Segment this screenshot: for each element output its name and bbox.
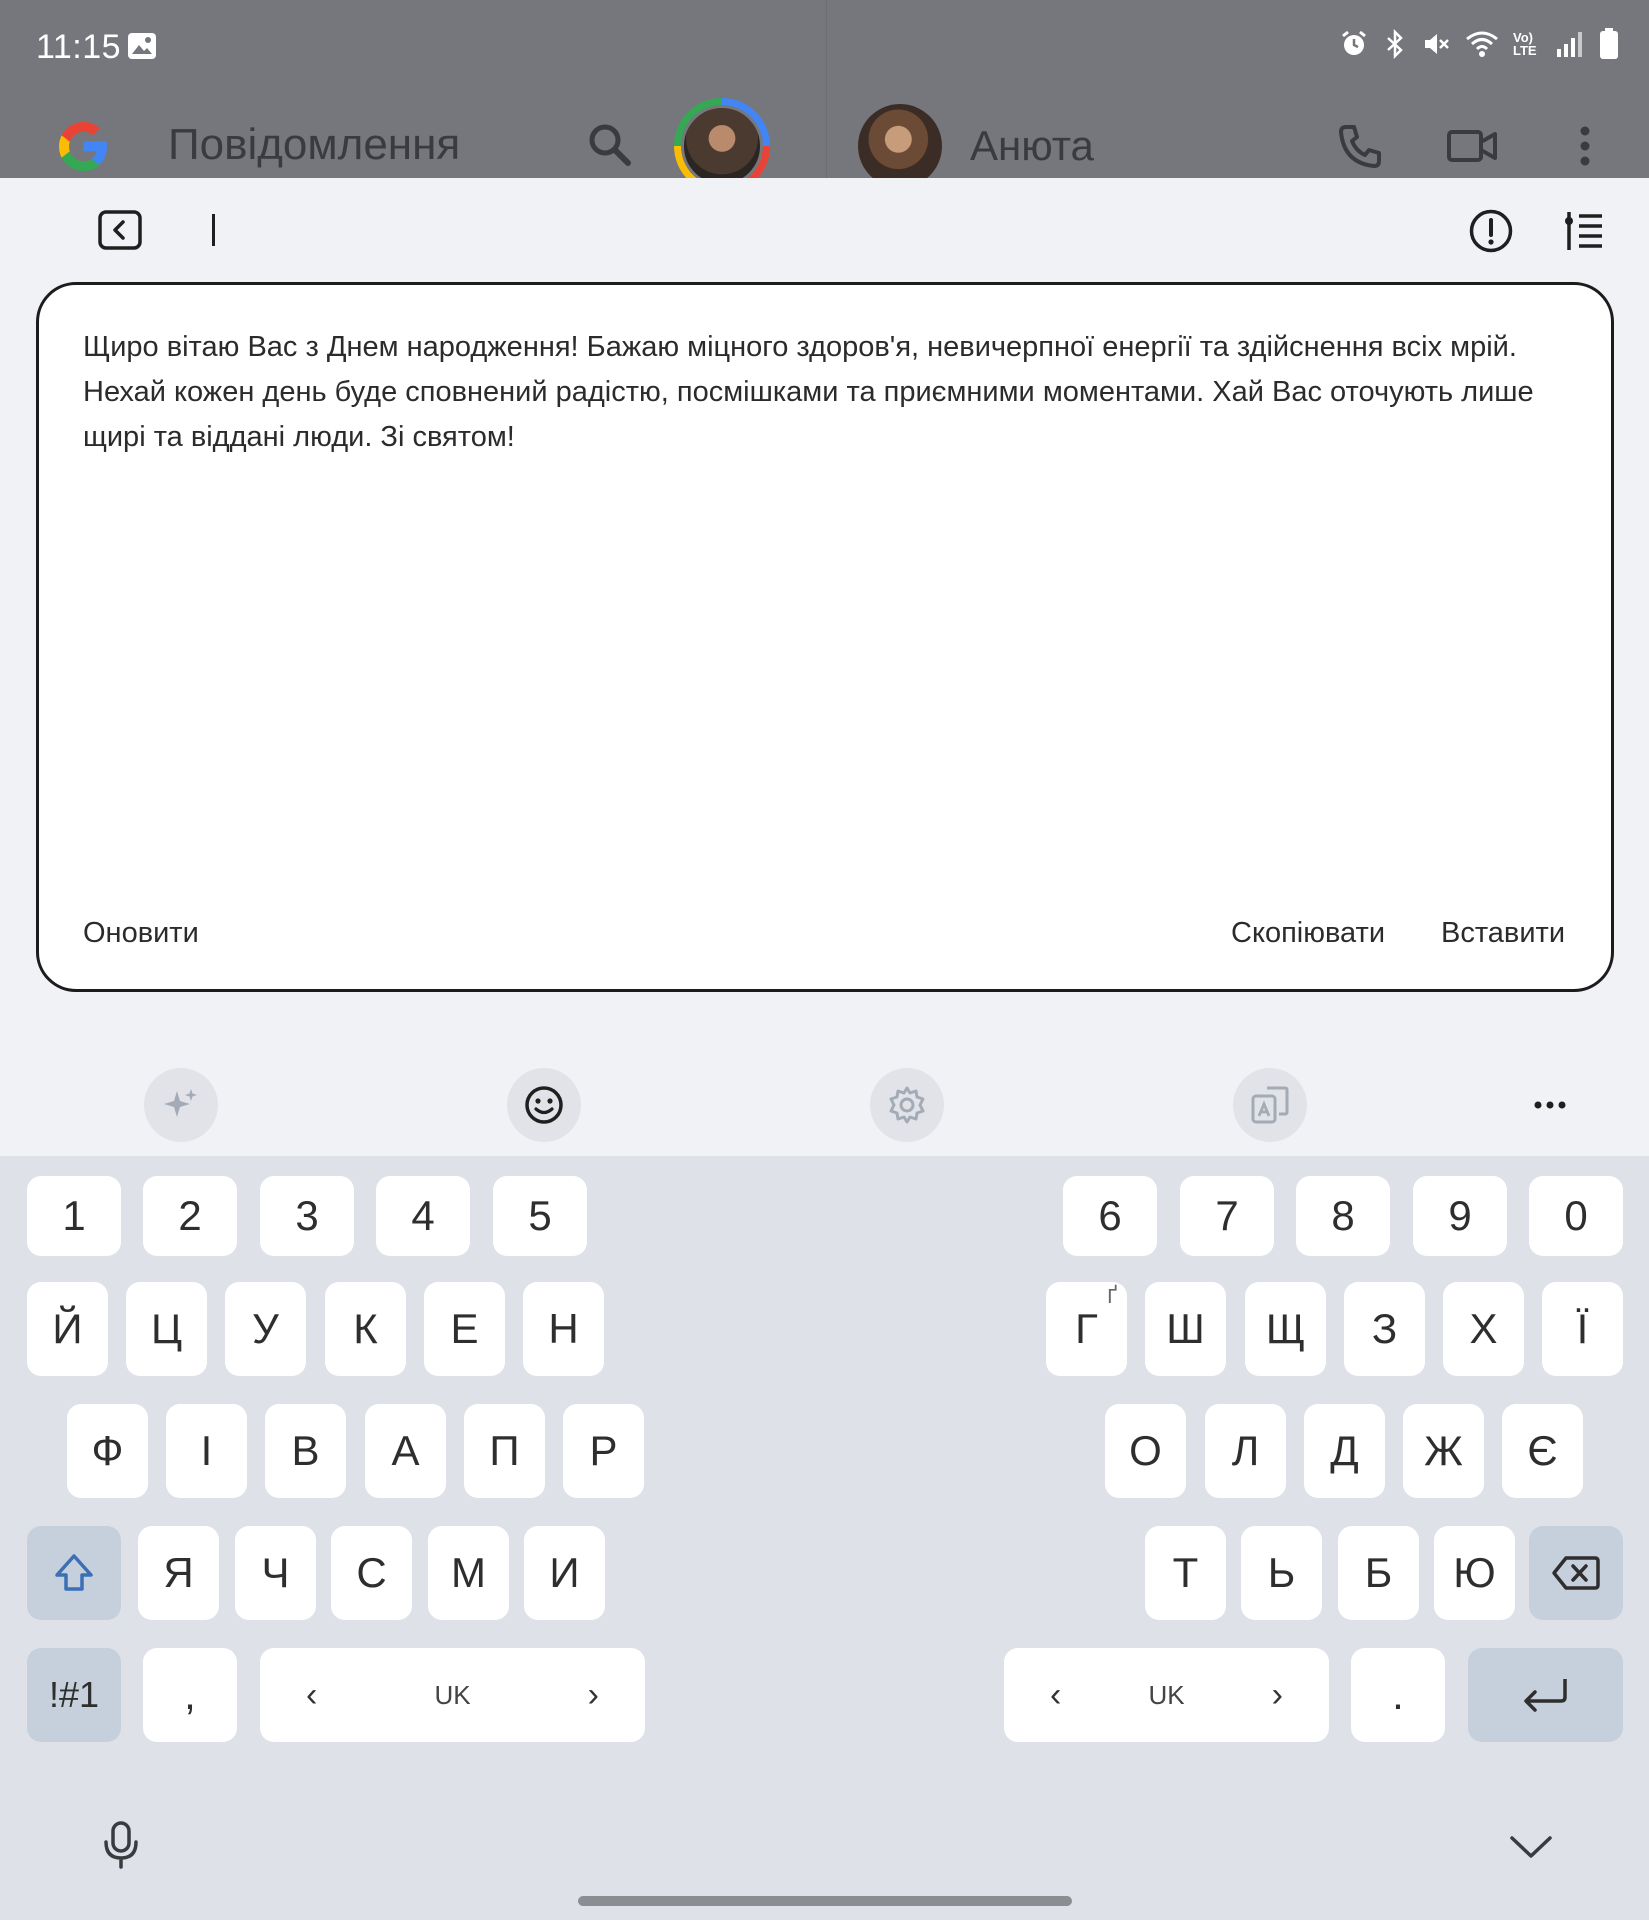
key-letter[interactable]: Й bbox=[27, 1282, 108, 1376]
translate-icon bbox=[1249, 1084, 1291, 1126]
key-2[interactable]: 2 bbox=[143, 1176, 237, 1256]
key-letter[interactable]: Ь bbox=[1241, 1526, 1322, 1620]
key-letter[interactable]: К bbox=[325, 1282, 406, 1376]
app-title: Повідомлення bbox=[168, 120, 461, 169]
key-letter[interactable]: Я bbox=[138, 1526, 219, 1620]
key-4[interactable]: 4 bbox=[376, 1176, 470, 1256]
key-6[interactable]: 6 bbox=[1063, 1176, 1157, 1256]
video-icon[interactable] bbox=[1446, 124, 1498, 168]
key-letter[interactable]: Н bbox=[523, 1282, 604, 1376]
search-icon[interactable] bbox=[585, 120, 633, 168]
key-letter[interactable]: Р bbox=[563, 1404, 644, 1498]
volte-icon: Vo) LTE bbox=[1513, 30, 1537, 58]
key-1[interactable]: 1 bbox=[27, 1176, 121, 1256]
ai-sparkle-icon bbox=[161, 1085, 201, 1125]
key-letter[interactable]: Щ bbox=[1245, 1282, 1326, 1376]
space-key-right[interactable] bbox=[1004, 1648, 1329, 1742]
key-letter[interactable]: У bbox=[225, 1282, 306, 1376]
key-letter[interactable]: О bbox=[1105, 1404, 1186, 1498]
contact-name[interactable]: Анюта bbox=[970, 122, 1094, 169]
bluetooth-icon bbox=[1383, 29, 1407, 59]
insert-button[interactable]: Вставити bbox=[1441, 917, 1566, 949]
key-letter[interactable]: Л bbox=[1205, 1404, 1286, 1498]
keyboard-toolbar bbox=[0, 1036, 1649, 1156]
key-letter[interactable]: Ж bbox=[1403, 1404, 1484, 1498]
pane-divider bbox=[826, 0, 827, 178]
contact-avatar[interactable] bbox=[858, 104, 942, 188]
key-0[interactable]: 0 bbox=[1529, 1176, 1623, 1256]
account-avatar-photo bbox=[681, 105, 763, 187]
mute-icon bbox=[1421, 29, 1451, 59]
report-icon[interactable] bbox=[1468, 208, 1514, 254]
prompt-cursor[interactable] bbox=[212, 214, 215, 246]
battery-icon bbox=[1599, 28, 1619, 60]
shift-key[interactable] bbox=[27, 1526, 121, 1620]
key-letter-g[interactable] bbox=[1046, 1282, 1127, 1376]
key-letter[interactable]: Б bbox=[1338, 1526, 1419, 1620]
hide-keyboard-icon[interactable] bbox=[1508, 1832, 1554, 1862]
key-letter[interactable]: П bbox=[464, 1404, 545, 1498]
key-letter[interactable]: Д bbox=[1304, 1404, 1385, 1498]
backspace-icon bbox=[1551, 1554, 1601, 1592]
copy-button[interactable]: Скопіювати bbox=[1231, 917, 1386, 949]
key-letter[interactable]: І bbox=[166, 1404, 247, 1498]
key-letter[interactable]: Ф bbox=[67, 1404, 148, 1498]
more-vert-icon[interactable] bbox=[1570, 122, 1600, 170]
status-icons bbox=[1339, 28, 1619, 60]
settings-icon bbox=[886, 1084, 928, 1126]
key-letter[interactable]: С bbox=[331, 1526, 412, 1620]
key-letter[interactable]: Е bbox=[424, 1282, 505, 1376]
generated-text-card bbox=[36, 282, 1614, 992]
space-key-left[interactable] bbox=[260, 1648, 645, 1742]
phone-icon[interactable] bbox=[1336, 122, 1384, 170]
key-label: Г bbox=[1075, 1305, 1098, 1352]
key-7[interactable]: 7 bbox=[1180, 1176, 1274, 1256]
key-letter[interactable]: И bbox=[524, 1526, 605, 1620]
key-letter[interactable]: Ч bbox=[235, 1526, 316, 1620]
google-logo bbox=[54, 117, 112, 175]
key-alt-char: Ґ bbox=[1107, 1286, 1117, 1308]
alarm-icon bbox=[1339, 29, 1369, 59]
gallery-icon bbox=[127, 32, 157, 60]
signal-icon bbox=[1555, 29, 1585, 59]
tone-options-icon[interactable] bbox=[1560, 208, 1606, 254]
keyboard bbox=[0, 1156, 1649, 1920]
writer-toolbar bbox=[0, 178, 1649, 278]
comma-key[interactable]: , bbox=[143, 1648, 237, 1742]
backspace-key[interactable] bbox=[1529, 1526, 1623, 1620]
home-gesture-bar[interactable] bbox=[578, 1896, 1072, 1906]
key-letter[interactable]: Х bbox=[1443, 1282, 1524, 1376]
key-9[interactable]: 9 bbox=[1413, 1176, 1507, 1256]
key-8[interactable]: 8 bbox=[1296, 1176, 1390, 1256]
key-letter[interactable]: Ї bbox=[1542, 1282, 1623, 1376]
cursor-right-icon[interactable]: › bbox=[587, 1675, 599, 1714]
emoji-button[interactable] bbox=[507, 1068, 581, 1142]
translate-button[interactable] bbox=[1233, 1068, 1307, 1142]
generated-text[interactable]: Щиро вітаю Вас з Днем народження! Бажаю міцного здоров'я, невичерпної енергії та здійснення всіх мрій. Нехай кожен день буде сповнений радістю, посмішками та приємними моментами. Хай Вас оточують лише щирі та віддані люди. Зі святом! bbox=[83, 331, 1534, 453]
shift-icon bbox=[52, 1551, 96, 1595]
key-3[interactable]: 3 bbox=[260, 1176, 354, 1256]
back-icon[interactable] bbox=[98, 210, 142, 250]
enter-icon bbox=[1519, 1675, 1573, 1715]
language-label: UK bbox=[434, 1679, 471, 1710]
status-time: 11:15 bbox=[36, 28, 122, 66]
refresh-button[interactable]: Оновити bbox=[83, 917, 199, 949]
wifi-icon bbox=[1465, 29, 1499, 59]
more-horiz-icon[interactable] bbox=[1530, 1090, 1570, 1120]
cursor-right-icon[interactable]: › bbox=[1271, 1675, 1283, 1714]
key-letter[interactable]: М bbox=[428, 1526, 509, 1620]
enter-key[interactable] bbox=[1468, 1648, 1623, 1742]
period-key[interactable]: . bbox=[1351, 1648, 1445, 1742]
key-letter[interactable]: А bbox=[365, 1404, 446, 1498]
microphone-icon[interactable] bbox=[98, 1820, 144, 1870]
key-letter[interactable]: Т bbox=[1145, 1526, 1226, 1620]
symbols-key[interactable]: !#1 bbox=[27, 1648, 121, 1742]
emoji-icon bbox=[523, 1084, 565, 1126]
cursor-left-icon[interactable]: ‹ bbox=[306, 1675, 318, 1714]
key-letter[interactable]: В bbox=[265, 1404, 346, 1498]
key-letter[interactable]: З bbox=[1344, 1282, 1425, 1376]
language-label: UK bbox=[1148, 1679, 1185, 1710]
ai-sparkle-button[interactable] bbox=[144, 1068, 218, 1142]
cursor-left-icon[interactable]: ‹ bbox=[1050, 1675, 1062, 1714]
key-letter[interactable]: Є bbox=[1502, 1404, 1583, 1498]
keyboard-settings-button[interactable] bbox=[870, 1068, 944, 1142]
key-letter[interactable]: Ю bbox=[1434, 1526, 1515, 1620]
key-letter[interactable]: Ш bbox=[1145, 1282, 1226, 1376]
key-letter[interactable]: Ц bbox=[126, 1282, 207, 1376]
key-5[interactable]: 5 bbox=[493, 1176, 587, 1256]
